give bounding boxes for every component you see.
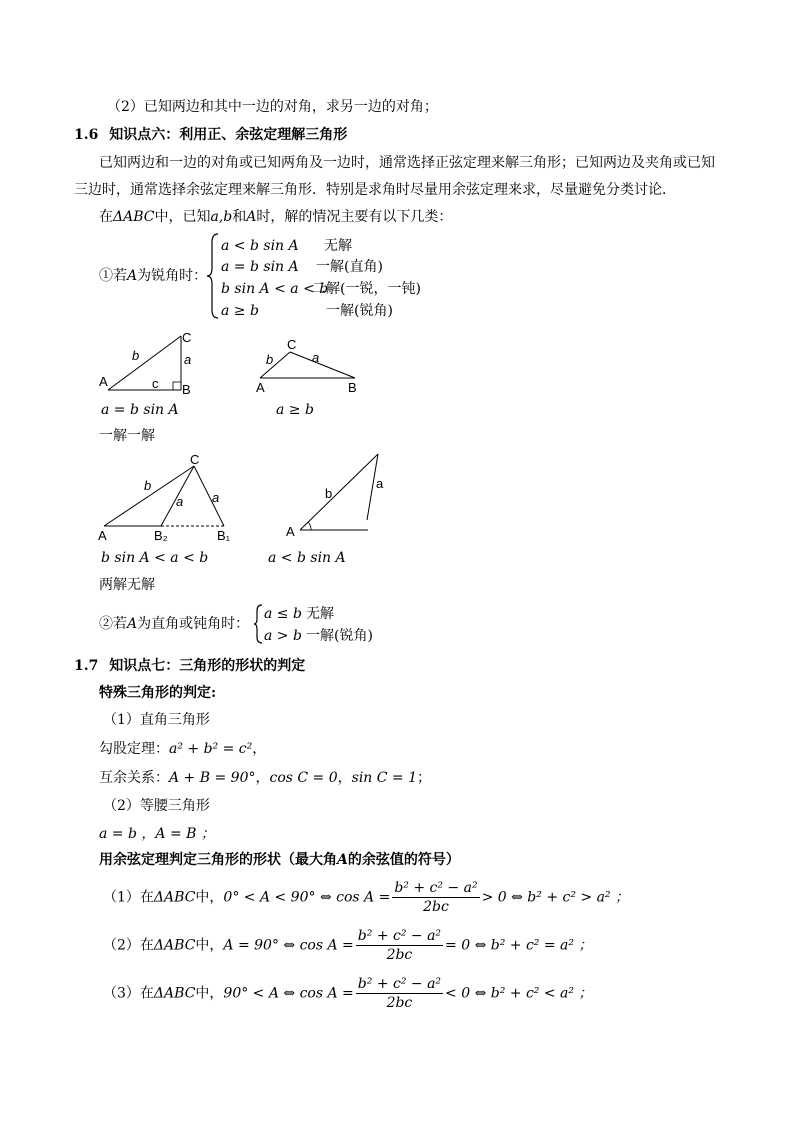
side-b-label: b — [132, 348, 140, 363]
figure3-caption: b sin A < a < b — [101, 550, 209, 566]
text: ， — [337, 770, 352, 786]
vertex-C-label: C — [287, 337, 297, 352]
text: ， — [255, 770, 270, 786]
text: 和 — [232, 209, 247, 225]
fraction-numerator: b² + c² − a² — [357, 928, 442, 944]
text: 中，已知 — [154, 209, 211, 225]
side-b-label: b — [144, 478, 152, 493]
complementary-line — [99, 770, 431, 786]
math-line: a = b ，A = B ； — [99, 826, 215, 842]
case1-row3-result: 二解(一锐，一钝) — [312, 281, 421, 297]
text: ； — [417, 770, 432, 786]
subheading — [99, 852, 460, 868]
case1-row1-result: 无解 — [324, 238, 352, 254]
formula-line-3 — [103, 976, 592, 1011]
paragraph-line: 已知两边和一边的对角或已知两角及一边时，通常选择正弦定理来解三角形；已知两边及夹角或已知 — [99, 155, 715, 171]
text: （3）在 — [103, 985, 154, 1002]
math-expr: 0° < A < 90° ⇔ cos A = — [223, 889, 391, 906]
text: 中， — [195, 937, 224, 954]
text: 在 — [99, 209, 113, 225]
section-heading-1-6 — [74, 127, 347, 143]
figure1-caption: a = b sin A — [101, 402, 179, 418]
math-expr: < 0 ⇔ b² + c² < a² ； — [445, 985, 593, 1002]
case2-label — [99, 616, 249, 632]
math-A: A — [127, 268, 138, 284]
side-b-label: b — [325, 486, 333, 501]
math-expr: A + B = 90° — [169, 770, 256, 786]
case1-label — [99, 268, 207, 284]
formula-line-1 — [103, 880, 629, 915]
figure-no-solution — [282, 448, 392, 542]
text: ， — [252, 741, 267, 757]
case1-row2-result: 一解(直角) — [316, 259, 383, 275]
text: 勾股定理： — [99, 741, 169, 757]
vertex-B-label: B — [182, 382, 191, 396]
case1-row3-expr: b sin A < a < b — [221, 281, 329, 297]
section-number: 1.6 — [74, 127, 99, 143]
side-a-label: a — [184, 352, 192, 367]
math-expr: a² + b² = c² — [169, 741, 253, 757]
left-brace — [253, 603, 263, 645]
case2-row1-expr: a ≤ b — [264, 606, 302, 622]
figure-triangle-a-ge-b — [252, 336, 364, 394]
figure4-caption: a < b sin A — [268, 550, 346, 566]
math-A: A — [246, 209, 257, 225]
math-tri: ΔABC — [153, 937, 196, 954]
math-tri: ΔABC — [113, 209, 155, 225]
math-vars: a,b — [210, 209, 233, 225]
math-expr: > 0 ⇔ b² + c² > a² ； — [481, 889, 629, 906]
fraction-denominator: 2bc — [423, 899, 449, 915]
pythagoras-line — [99, 741, 266, 757]
vertex-C-label: C — [182, 330, 192, 345]
vertex-B1-label: B₁ — [217, 528, 231, 542]
math-expr: 90° < A ⇔ cos A = — [223, 985, 354, 1002]
text: 时，解的情况主要有以下几类： — [256, 209, 453, 225]
text: 的余弦值的符号） — [347, 852, 460, 868]
text-line: 一解一解 — [99, 428, 155, 444]
math-A: A — [337, 852, 348, 868]
vertex-C-label: C — [190, 452, 200, 467]
figure-right-triangle — [96, 330, 206, 396]
side-a-label: a — [376, 476, 384, 491]
side-a-label: a — [212, 490, 220, 505]
math-expr: = 0 ⇔ b² + c² = a² ； — [445, 937, 593, 954]
vertex-A-label: A — [98, 528, 107, 542]
section-title: 知识点六：利用正、余弦定理解三角形 — [109, 127, 348, 143]
fraction-denominator: 2bc — [386, 947, 413, 963]
math-expr: A = 90° ⇔ cos A = — [223, 937, 354, 954]
paragraph-line — [99, 209, 452, 225]
left-brace — [206, 232, 220, 320]
case1-row1-expr: a < b sin A — [221, 238, 299, 254]
math-expr: cos C = 0 — [269, 770, 338, 786]
side-b-label: b — [266, 352, 274, 367]
text: 互余关系： — [99, 770, 169, 786]
vertex-A-label: A — [99, 374, 108, 389]
text-line: （2）已知两边和其中一边的对角，求另一边的对角； — [107, 99, 438, 115]
section-heading-1-7 — [74, 658, 305, 674]
case1-row4-expr: a ≥ b — [221, 303, 259, 319]
vertex-B2-label: B₂ — [154, 528, 168, 542]
formula-line-2 — [103, 928, 592, 963]
vertex-A-label: A — [256, 380, 265, 394]
subheading: 特殊三角形的判定: — [99, 685, 217, 701]
section-title: 知识点七：三角形的形状的判定 — [109, 658, 306, 674]
text: 为直角或钝角时： — [137, 616, 250, 632]
text: 中， — [195, 889, 224, 906]
text-line: 两解无解 — [99, 577, 155, 593]
text: 为锐角时： — [137, 268, 208, 284]
text-line: （2）等腰三角形 — [103, 798, 210, 814]
figure-two-solutions — [96, 452, 246, 542]
side-c-label: c — [152, 376, 159, 391]
vertex-B-label: B — [348, 380, 357, 394]
text: ②若 — [99, 616, 127, 632]
fraction — [356, 976, 443, 1011]
case1-row4-result: 一解(锐角) — [326, 303, 393, 319]
math-expr: sin C = 1 — [351, 770, 418, 786]
math-A: A — [127, 616, 138, 632]
case2-row1-result: 无解 — [306, 606, 334, 622]
text: ①若 — [99, 268, 127, 284]
case2-row2-expr: a > b — [264, 628, 302, 644]
side-a-label: a — [176, 494, 184, 509]
math-tri: ΔABC — [153, 985, 196, 1002]
figure2-caption: a ≥ b — [276, 402, 314, 418]
side-a-label: a — [312, 350, 320, 365]
fraction-denominator: 2bc — [386, 995, 413, 1011]
text: （1）在 — [103, 889, 154, 906]
text-line: （1）直角三角形 — [103, 712, 210, 728]
fraction-numerator: b² + c² − a² — [394, 880, 478, 896]
fraction — [392, 880, 479, 915]
fraction-numerator: b² + c² − a² — [357, 976, 442, 992]
case1-row2-expr: a = b sin A — [221, 259, 299, 275]
paragraph-line: 三边时，通常选择余弦定理来解三角形．特别是求角时尽量用余弦定理来求，尽量避免分类讨论． — [74, 182, 676, 198]
text: 用余弦定理判定三角形的形状（最大角 — [99, 852, 337, 868]
fraction — [356, 928, 443, 963]
math-tri: ΔABC — [153, 889, 196, 906]
section-number: 1.7 — [74, 658, 99, 674]
text: （2）在 — [103, 937, 154, 954]
text: 中， — [195, 985, 224, 1002]
case2-row2-result: 一解(锐角) — [306, 628, 373, 644]
vertex-A-label: A — [286, 524, 295, 539]
